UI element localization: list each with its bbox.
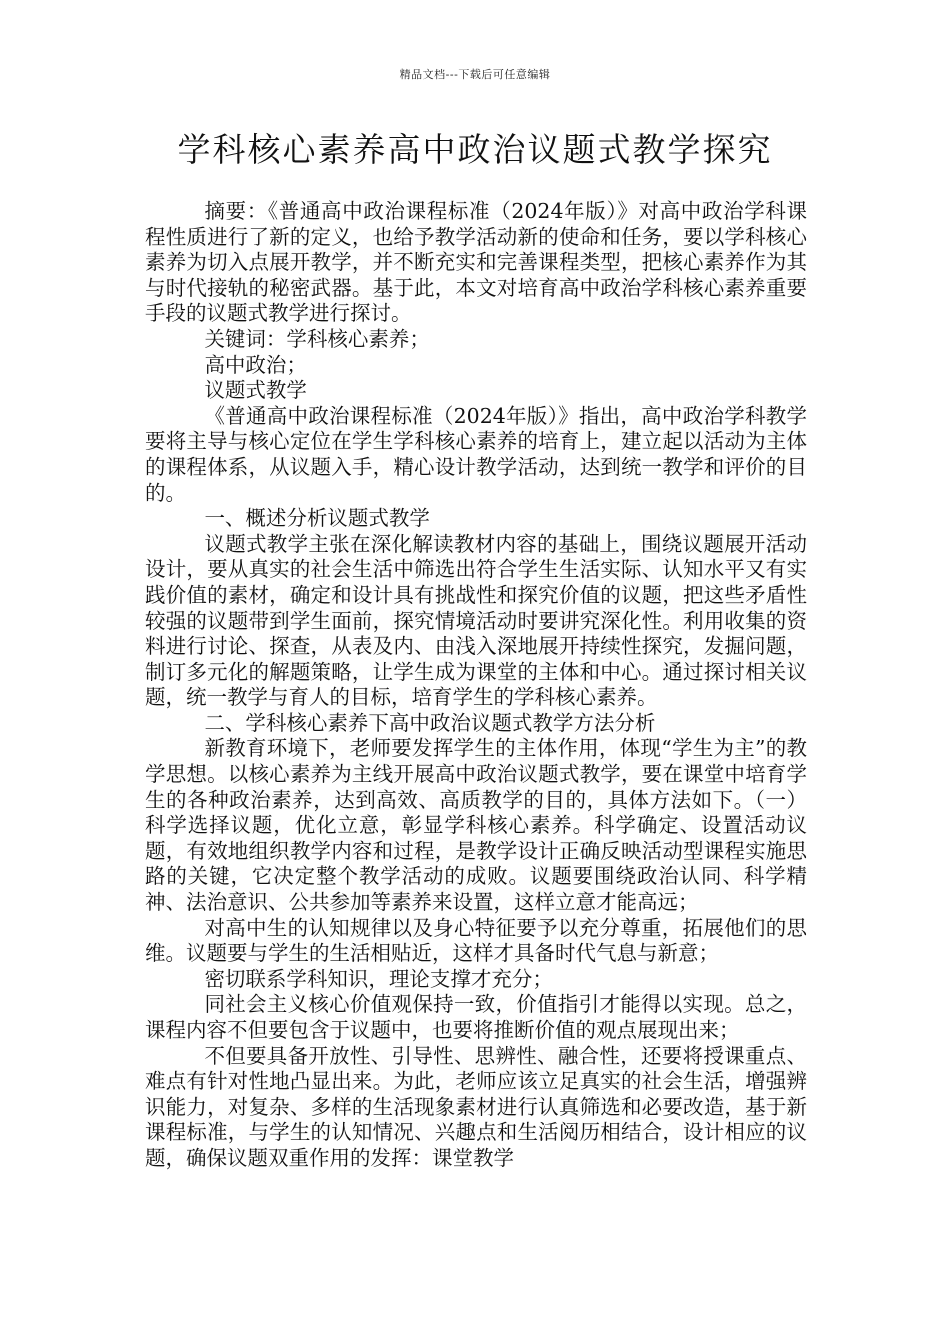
keyword-item: 议题式教学 bbox=[204, 378, 307, 403]
keywords-line: 关键词：学科核心素养； bbox=[204, 326, 430, 351]
abstract-paragraph: 摘要：《普通高中政治课程标准（2024年版）》对高中政治学科课程性质进行了新的定义，也给予教学活动新的使命和任务，要以学科核心素养为切入点展开教学，并不断充实和完善课程类型，把核心素养作为其与时代接轨的秘密武器。基于此，本文对培育高中政治学科核心素养重要手段的议题式教学进行探讨。 bbox=[145, 199, 807, 326]
body-paragraph: 新教育环境下，老师要发挥学生的主体作用，体现“学生为主”的教学思想。以核心素养为主线开展高中政治议题式教学，要在课堂中培育学生的各种政治素养，达到高效、高质教学的目的，具体方法如下。（一）科学选择议题，优化立意，彰显学科核心素养。科学确定、设置活动议题，有效地组织教学内容和过程，是教学设计正确反映活动型课程实施思路的关键，它决定整个教学活动的成败。议题要围绕政治认同、科学精神、法治意识、公共参加等素养来设置，这样立意才能高远； bbox=[145, 736, 807, 915]
body-paragraph: 对高中生的认知规律以及身心特征要予以充分尊重，拓展他们的思维。议题要与学生的生活相贴近，这样才具备时代气息与新意； bbox=[145, 915, 807, 966]
document-title: 学科核心素养高中政治议题式教学探究 bbox=[177, 130, 773, 169]
keyword-item: 高中政治； bbox=[204, 352, 307, 377]
document-body bbox=[145, 199, 807, 1172]
section-heading: 二、学科核心素养下高中政治议题式教学方法分析 bbox=[204, 710, 656, 735]
section-heading: 一、概述分析议题式教学 bbox=[204, 506, 430, 531]
body-paragraph: 《普通高中政治课程标准（2024年版）》指出，高中政治学科教学要将主导与核心定位在学生学科核心素养的培育上，建立起以活动为主体的课程体系，从议题入手，精心设计教学活动，达到统一教学和评价的目的。 bbox=[145, 403, 807, 505]
header-note: 精品文档---下载后可任意编辑 bbox=[399, 68, 551, 81]
body-paragraph: 同社会主义核心价值观保持一致，价值指引才能得以实现。总之，课程内容不但要包含于议题中，也要将推断价值的观点展现出来； bbox=[145, 992, 807, 1042]
body-paragraph: 议题式教学主张在深化解读教材内容的基础上，围绕议题展开活动设计，要从真实的社会生活中筛选出符合学生生活实际、认知水平又有实践价值的素材，确定和设计具有挑战性和探究价值的议题，把这些矛盾性较强的议题带到学生面前，探究情境活动时要讲究深化性。利用收集的资料进行讨论、探查，从表及内、由浅入深地展开持续性探究，发掘问题，制订多元化的解题策略，让学生成为课堂的主体和中心。通过探讨相关议题，统一教学与育人的目标，培育学生的学科核心素养。 bbox=[145, 531, 807, 710]
body-paragraph: 不但要具备开放性、引导性、思辨性、融合性，还要将授课重点、难点有针对性地凸显出来。为此，老师应该立足真实的社会生活，增强辨识能力，对复杂、多样的生活现象素材进行认真筛选和必要改造，基于新课程标准，与学生的认知情况、兴趣点和生活阅历相结合，设计相应的议题，确保议题双重作用的发挥：课堂教学 bbox=[145, 1043, 807, 1170]
body-paragraph: 密切联系学科知识，理论支撑才充分； bbox=[204, 966, 553, 991]
